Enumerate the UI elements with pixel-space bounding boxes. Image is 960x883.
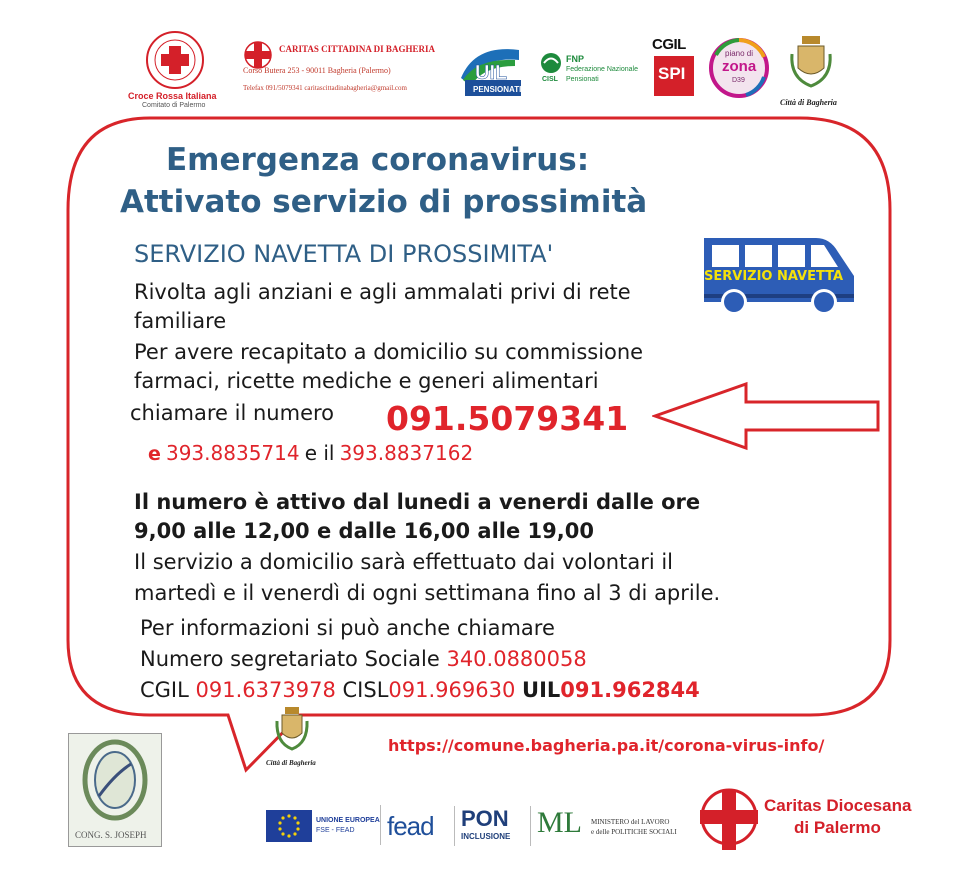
uil-label: UIL [522,678,561,702]
caritas-bagheria-address: Corso Butera 253 - 90011 Bagheria (Palermo) [243,66,391,75]
citta-bagheria-small-name: Città di Bagheria [266,759,316,767]
uil-number[interactable]: 091.962844 [560,678,700,702]
service-line4: farmaci, ricette mediche e generi alimentari [134,369,599,393]
title-line2: Attivato servizio di prossimità [120,184,648,220]
pon-sub: INCLUSIONE [461,832,511,841]
caritas-bagheria-contacts: Telefax 091/5079341 caritascittadinabagheria@gmail.com [243,84,407,92]
cgil-name: CGIL [652,36,686,53]
fead-name: fead [387,811,434,841]
cong-joseph-logo [68,733,162,847]
alt-prefix: e [148,443,161,465]
caritas-diocesana-line1: Caritas Diocesana [764,796,912,815]
alt-number-2[interactable]: 393.8837162 [339,441,474,465]
cisl-label: CISL [342,678,389,702]
union-numbers-line [140,678,700,702]
cong-emblem-icon [69,734,161,826]
cgil-number[interactable]: 091.6373978 [195,678,336,702]
uil-sub: PENSIONATI [473,85,522,94]
piano-zona-line1: piano di [725,49,754,58]
van-label: SERVIZIO NAVETTA [704,269,844,284]
main-phone-number[interactable]: 091.5079341 [386,399,629,438]
schedule-line2: 9,00 alle 12,00 e dalle 16,00 alle 19,00 [134,519,594,543]
piano-zona-line3: D39 [732,77,745,84]
caritas-bagheria-name: CARITAS CITTADINA DI BAGHERIA [279,44,435,54]
schedule-line1: Il numero è attivo dal lunedi a venerdi dalle ore [134,490,701,514]
service-line1: Rivolta agli anziani e agli ammalati privi di rete [134,280,631,304]
ministero-mark: ML [537,806,582,839]
shuttle-van [698,232,860,316]
spi-name: SPI [658,64,686,83]
uil-name: UIL [475,62,508,84]
service-line2: familiare [134,309,227,333]
cisl-sub1: Federazione Nazionale [566,66,638,73]
title-line1: Emergenza coronavirus: [166,142,590,178]
eu-fead-logo [266,809,380,843]
schedule-line3: Il servizio a domicilio sarà effettuato dai volontari il [134,550,674,574]
cgil-label: CGIL [140,678,189,702]
eu-line2: FSE - FEAD [316,827,355,834]
croce-rossa-name: Croce Rossa Italiana [128,91,217,101]
small-coat-of-arms-icon [274,705,310,753]
fead-logo [380,805,451,845]
ministero-line2: e delle POLITICHE SOCIALI [591,828,677,836]
left-arrow-icon [652,381,882,451]
segretariato-number[interactable]: 340.0880058 [446,647,587,671]
call-text: chiamare il numero [130,401,335,425]
eu-line1: UNIONE EUROPEA [316,817,380,824]
alt-number-1[interactable]: 393.8835714 [165,441,300,465]
cisl-sub2: Pensionati [566,76,599,83]
cisl-name: CISL [542,76,558,83]
pon-inclusione-logo [454,806,527,846]
info-line2 [140,647,587,671]
citta-bagheria-name: Città di Bagheria [780,98,837,107]
ministero-lavoro-logo [530,806,681,846]
croce-rossa-sub: Comitato di Palermo [142,102,206,109]
cisl-fnp: FNP [566,54,584,64]
caritas-diocesana-logo [698,784,912,856]
alt-phone-line [148,441,473,465]
caritas-diocesana-cross-icon [698,788,760,852]
alt-join: e il [304,441,335,465]
cong-joseph-name: CONG. S. JOSEPH [75,830,147,840]
service-line3: Per avere recapitato a domicilio su commissione [134,340,644,364]
pon-name: PON [461,806,509,831]
eu-flag-icon [266,810,312,842]
service-heading: SERVIZIO NAVETTA DI PROSSIMITA' [134,240,554,268]
ministero-line1: MINISTERO del LAVORO [591,818,670,826]
info-url-link[interactable]: https://comune.bagheria.pa.it/corona-virus-info/ [388,736,825,755]
segretariato-label: Numero segretariato Sociale [140,647,440,671]
info-line1: Per informazioni si può anche chiamare [140,616,555,640]
piano-zona-line2: zona [722,58,757,75]
caritas-diocesana-line2: di Palermo [794,818,881,837]
cisl-number[interactable]: 091.969630 [388,678,516,702]
schedule-line4: martedì e il venerdì di ogni settimana fino al 3 di aprile. [134,581,721,605]
citta-bagheria-small-logo [264,705,324,771]
